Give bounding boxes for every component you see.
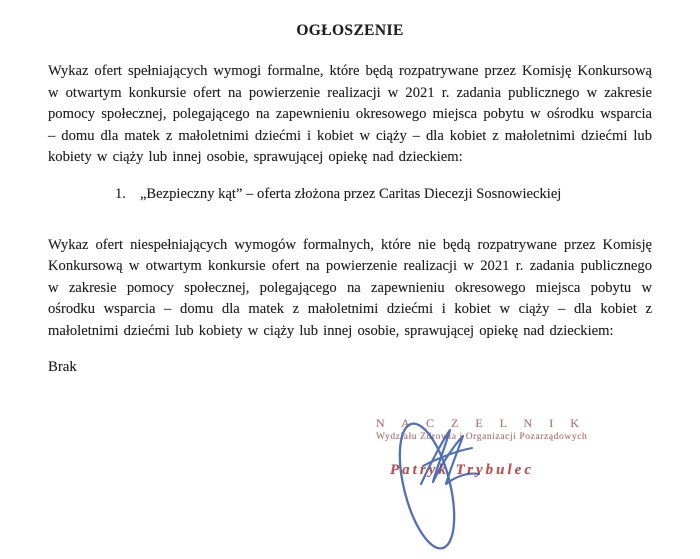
stamp-signatory-name: Patryk Trybulec [390, 462, 535, 478]
paragraph-unqualified-offers: Wykaz ofert niespełniających wymogów formalnych, które nie będą rozpatrywane przez Komisję Konkursową w otwartym konkursie ofert na powierzenie realizacji w 2021 r. zadania publicznego w zakresie pomocy społecznej, polegającego na zapewnieniu okresowego miejsca pobytu w ośrodku wsparcia – domu dla matek z małoletnimi dziećmi i kobiet w ciąży – dla kobiet z małoletnimi dziećmi lub kobiety w ciąży lub innej osobie, sprawującej opiekę nad dzieckiem: [48, 236, 652, 339]
signature-zigzag [421, 430, 479, 484]
signature-loop [389, 418, 465, 553]
handwritten-signature-icon [375, 406, 505, 556]
list-item-number: 1. [115, 185, 126, 202]
none-label: Brak [48, 359, 77, 375]
list-item-text: „Bezpieczny kąt” – oferta złożona przez Caritas Diecezji Sosnowieckiej [139, 185, 562, 202]
paragraph-qualified-offers: Wykaz ofert spełniających wymogi formalne, które będą rozpatrywane przez Komisję Konkursową w otwartym konkursie ofert na powierzenie realizacji w 2021 r. zadania publicznego w zakresie pomocy społecznej, polegającego na zapewnieniu okresowego miejsca pobytu w ośrodku wsparcia – domu dla matek z małoletnimi dziećmi i kobiet w ciąży – dla kobiet z małoletnimi dziećmi lub kobiety w ciąży lub innej osobie, sprawującej opiekę nad dzieckiem: [48, 63, 652, 165]
signature-block [360, 406, 680, 556]
offer-list-item [115, 184, 652, 205]
page-title: OGŁOSZENIE [296, 22, 404, 39]
stamp-title-naczelnik: N A C Z E L N I K [376, 416, 586, 430]
stamp-department: Wydziału Zdrowia i Organizacji Pozarządowych [376, 432, 588, 442]
